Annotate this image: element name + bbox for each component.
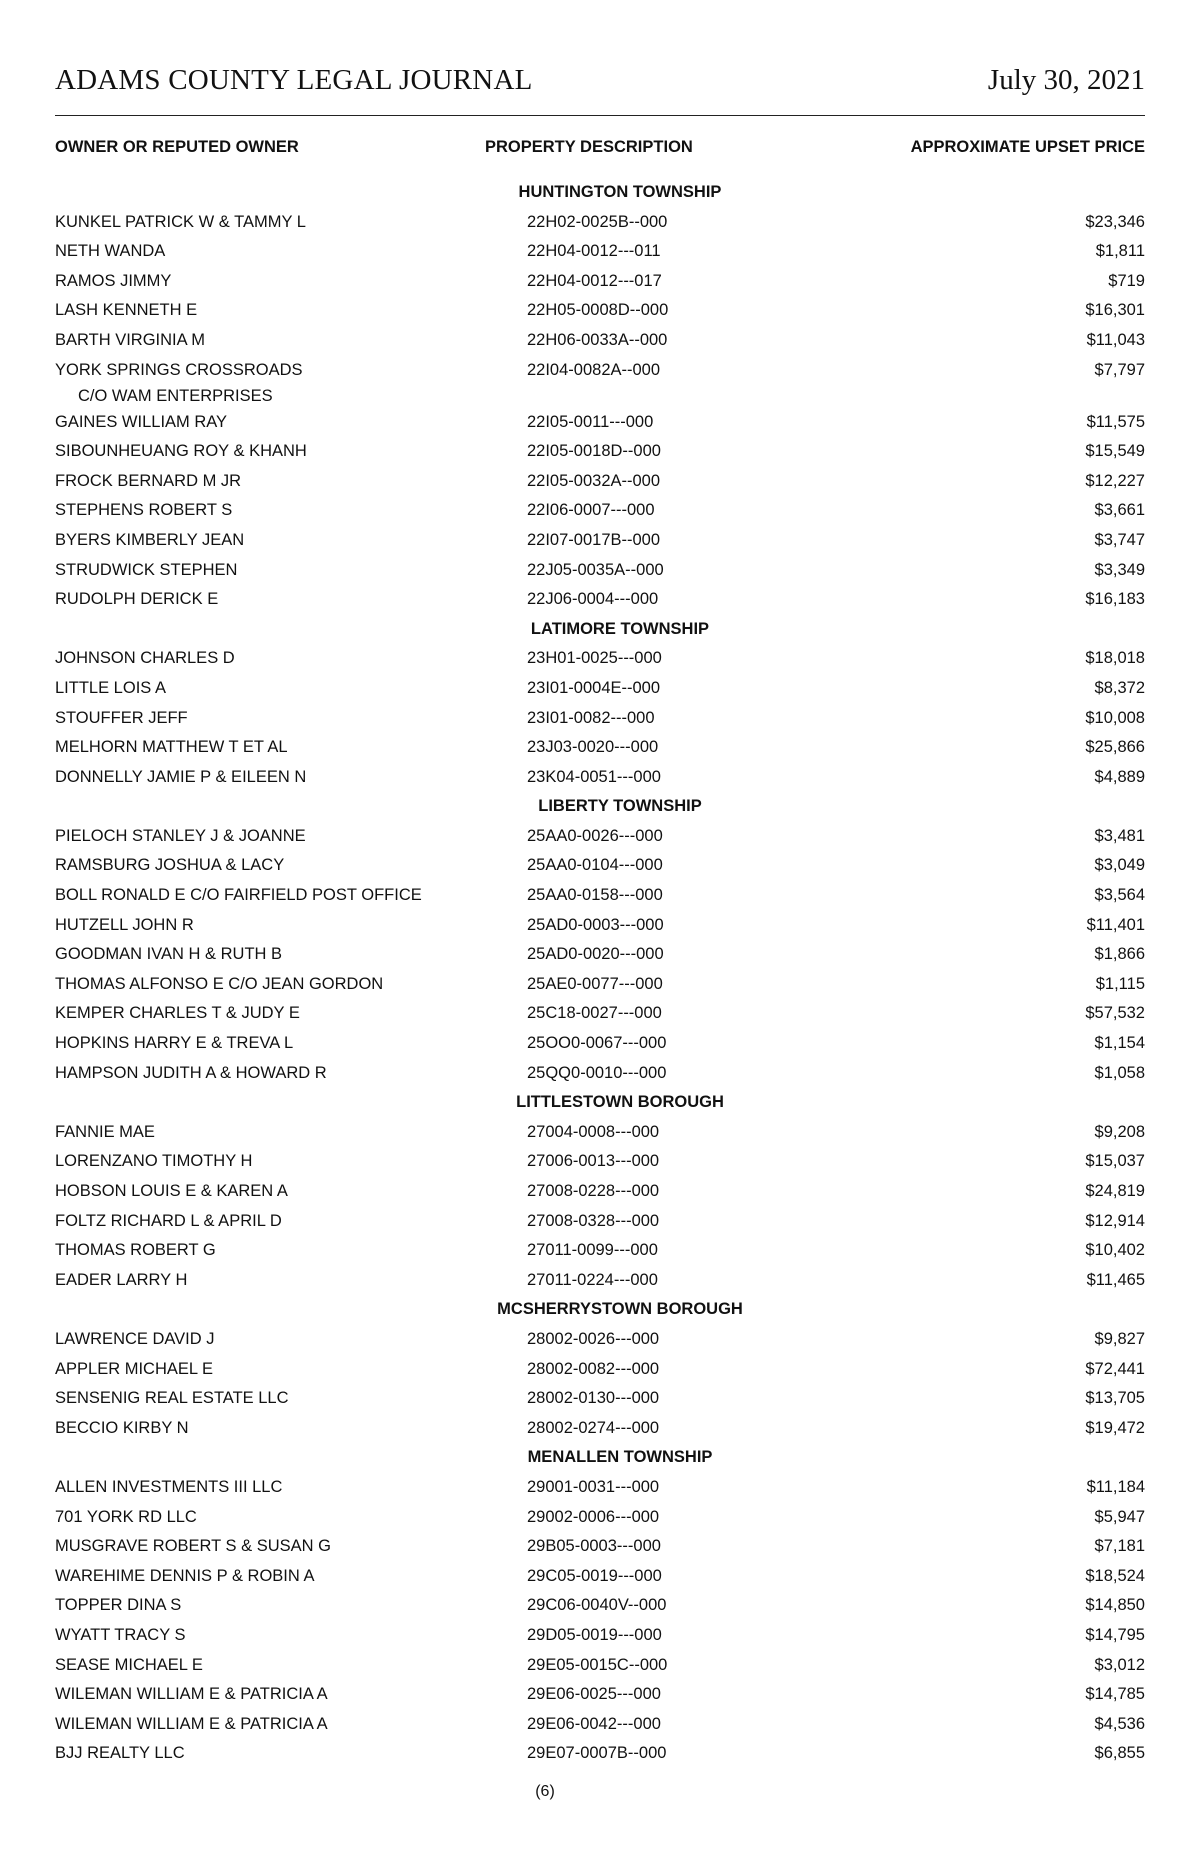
owner-name: THOMAS ALFONSO E C/O JEAN GORDON xyxy=(55,974,384,993)
table-row xyxy=(55,970,1145,1000)
owner-name: STRUDWICK STEPHEN xyxy=(55,560,238,579)
owner-name: WYATT TRACY S xyxy=(55,1625,186,1644)
table-row xyxy=(55,1651,1145,1681)
owner-cell xyxy=(55,970,383,1000)
parcel-number: 29E06-0025---000 xyxy=(527,1685,661,1704)
upset-price: $14,785 xyxy=(1085,1685,1145,1704)
owner-cell xyxy=(55,467,241,497)
upset-price: $3,564 xyxy=(1094,886,1145,905)
table-row xyxy=(55,881,1145,911)
owner-name: BARTH VIRGINIA M xyxy=(55,330,206,349)
owner-name: WILEMAN WILLIAM E & PATRICIA A xyxy=(55,1714,328,1733)
owner-cell xyxy=(55,1236,216,1266)
upset-price: $18,018 xyxy=(1085,649,1145,668)
parcel-number: 22H04-0012---017 xyxy=(527,271,662,290)
section-heading: MENALLEN TOWNSHIP xyxy=(527,1448,713,1467)
parcel-number: 29E05-0015C--000 xyxy=(527,1655,668,1674)
upset-price: $11,184 xyxy=(1086,1477,1145,1496)
parcel-number: 25QQ0-0010---000 xyxy=(527,1063,667,1082)
owner-name: BYERS KIMBERLY JEAN xyxy=(55,530,245,549)
parcel-number: 29E06-0042---000 xyxy=(527,1714,661,1733)
owner-cell xyxy=(55,1651,203,1681)
owner-cell xyxy=(55,674,166,704)
upset-price: $23,346 xyxy=(1085,212,1145,231)
upset-price: $13,705 xyxy=(1085,1389,1145,1408)
table-row xyxy=(55,704,1145,734)
owner-cell xyxy=(55,496,232,526)
owner-cell xyxy=(55,585,218,615)
table-row xyxy=(55,467,1145,497)
upset-price: $9,827 xyxy=(1094,1329,1145,1348)
column-headers xyxy=(55,138,1145,178)
parcel-number: 22H06-0033A--000 xyxy=(527,330,668,349)
upset-price: $19,472 xyxy=(1085,1418,1145,1437)
owner-cell xyxy=(55,1325,215,1355)
upset-price: $9,208 xyxy=(1094,1122,1145,1141)
upset-price: $11,043 xyxy=(1086,330,1145,349)
parcel-number: 23I01-0004E--000 xyxy=(527,678,661,697)
owner-name: GOODMAN IVAN H & RUTH B xyxy=(55,945,283,964)
owner-name: RAMSBURG JOSHUA & LACY xyxy=(55,856,285,875)
owner-cell xyxy=(55,1118,155,1148)
parcel-number: 22H05-0008D--000 xyxy=(527,301,669,320)
owner-name: HUTZELL JOHN R xyxy=(55,915,194,934)
parcel-number: 25AA0-0104---000 xyxy=(527,856,663,875)
parcel-number: 22H04-0012---011 xyxy=(527,242,661,261)
upset-price: $7,797 xyxy=(1094,360,1145,379)
owner-name: NETH WANDA xyxy=(55,242,166,261)
parcel-number: 28002-0026---000 xyxy=(527,1329,660,1348)
owner-cell xyxy=(55,267,171,297)
upset-price: $6,855 xyxy=(1094,1744,1145,1763)
upset-price: $5,947 xyxy=(1094,1507,1145,1526)
table-row xyxy=(55,556,1145,586)
table-row xyxy=(55,1473,1145,1503)
owner-name: PIELOCH STANLEY J & JOANNE xyxy=(55,826,306,845)
parcel-number: 29001-0031---000 xyxy=(527,1477,660,1496)
owner-name: FANNIE MAE xyxy=(55,1122,155,1141)
upset-price: $24,819 xyxy=(1085,1182,1145,1200)
upset-price: $719 xyxy=(1108,271,1145,290)
parcel-number: 29002-0006---000 xyxy=(527,1507,660,1526)
masthead xyxy=(55,0,1145,116)
owner-cell xyxy=(55,408,227,438)
table-row xyxy=(55,1177,1145,1207)
owner-name: 701 YORK RD LLC xyxy=(55,1507,197,1526)
owner-cell xyxy=(55,1503,197,1533)
owner-name: MUSGRAVE ROBERT S & SUSAN G xyxy=(55,1537,331,1556)
table-row xyxy=(55,496,1145,526)
owner-name: DONNELLY JAMIE P & EILEEN N xyxy=(55,767,307,786)
owner-cell xyxy=(55,1739,185,1769)
parcel-number: 27008-0328---000 xyxy=(527,1211,660,1230)
table-row xyxy=(55,1207,1145,1237)
owner-name: EADER LARRY H xyxy=(55,1270,188,1289)
upset-price: $15,549 xyxy=(1085,442,1145,461)
owner-cell xyxy=(55,763,306,793)
owner-name: ALLEN INVESTMENTS III LLC xyxy=(55,1477,283,1496)
upset-price: $11,401 xyxy=(1086,915,1145,934)
upset-price: $16,183 xyxy=(1085,590,1145,609)
upset-price: $1,058 xyxy=(1094,1063,1145,1082)
upset-price: $11,575 xyxy=(1086,412,1145,431)
owner-cell xyxy=(55,1147,252,1177)
parcel-number: 22I05-0032A--000 xyxy=(527,471,661,490)
owner-cell xyxy=(55,356,303,408)
property-column-header: PROPERTY DESCRIPTION xyxy=(485,138,693,156)
table-row xyxy=(55,237,1145,267)
parcel-number: 22J05-0035A--000 xyxy=(527,560,664,579)
owner-name: BOLL RONALD E C/O FAIRFIELD POST OFFICE xyxy=(55,886,422,905)
owner-column-header: OWNER OR REPUTED OWNER xyxy=(55,138,299,156)
parcel-number: 22I07-0017B--000 xyxy=(527,530,661,549)
parcel-number: 22H02-0025B--000 xyxy=(527,212,668,231)
table-row xyxy=(55,822,1145,852)
owner-cell xyxy=(55,237,165,267)
upset-price: $3,049 xyxy=(1094,856,1145,875)
sale-listing xyxy=(55,178,1145,1769)
parcel-number: 29D05-0019---000 xyxy=(527,1625,662,1644)
parcel-number: 23J03-0020---000 xyxy=(527,738,659,757)
upset-price: $1,115 xyxy=(1095,974,1145,993)
owner-name: KUNKEL PATRICK W & TAMMY L xyxy=(55,212,306,231)
parcel-number: 23H01-0025---000 xyxy=(527,649,662,668)
section-heading: MCSHERRYSTOWN BOROUGH xyxy=(497,1300,743,1319)
parcel-number: 28002-0082---000 xyxy=(527,1359,660,1378)
owner-name: LORENZANO TIMOTHY H xyxy=(55,1152,253,1171)
owner-cell xyxy=(55,1414,189,1444)
parcel-number: 25AD0-0003---000 xyxy=(527,915,664,934)
owner-cell xyxy=(55,822,306,852)
table-row xyxy=(55,1591,1145,1621)
owner-cell xyxy=(55,940,282,970)
owner-name: SENSENIG REAL ESTATE LLC xyxy=(55,1389,289,1408)
owner-name: BECCIO KIRBY N xyxy=(55,1418,189,1437)
owner-cell xyxy=(55,296,197,326)
upset-price: $8,372 xyxy=(1094,678,1145,697)
parcel-number: 22I05-0011---000 xyxy=(527,412,654,431)
owner-cell xyxy=(55,326,205,356)
table-row xyxy=(55,1029,1145,1059)
table-row xyxy=(55,437,1145,467)
owner-cell xyxy=(55,1266,187,1296)
owner-name: TOPPER DINA S xyxy=(55,1596,182,1615)
journal-title: ADAMS COUNTY LEGAL JOURNAL xyxy=(55,64,533,96)
upset-price: $72,441 xyxy=(1085,1359,1145,1378)
owner-cell xyxy=(55,733,288,763)
parcel-number: 22I05-0018D--000 xyxy=(527,442,661,461)
owner-name-continued: C/O WAM ENTERPRISES xyxy=(78,387,273,406)
owner-name: STEPHENS ROBERT S xyxy=(55,501,233,520)
parcel-number: 29C05-0019---000 xyxy=(527,1566,662,1585)
upset-price: $3,747 xyxy=(1094,530,1145,549)
upset-price: $4,536 xyxy=(1094,1714,1145,1733)
owner-name: HOBSON LOUIS E & KAREN A xyxy=(55,1182,288,1200)
owner-cell xyxy=(55,1591,181,1621)
upset-price: $10,008 xyxy=(1085,708,1145,727)
owner-cell xyxy=(55,1207,282,1237)
table-row xyxy=(55,1710,1145,1740)
owner-name: FOLTZ RICHARD L & APRIL D xyxy=(55,1211,282,1230)
owner-name: KEMPER CHARLES T & JUDY E xyxy=(55,1004,300,1023)
issue-date: July 30, 2021 xyxy=(987,64,1145,96)
table-row xyxy=(55,733,1145,763)
table-row xyxy=(55,763,1145,793)
table-row xyxy=(55,851,1145,881)
owner-cell xyxy=(55,437,307,467)
owner-cell xyxy=(55,881,422,911)
upset-price: $25,866 xyxy=(1085,738,1145,757)
upset-price: $7,181 xyxy=(1094,1537,1145,1556)
owner-cell xyxy=(55,851,284,881)
owner-name: LAWRENCE DAVID J xyxy=(55,1329,215,1348)
table-row xyxy=(55,644,1145,674)
owner-name: HAMPSON JUDITH A & HOWARD R xyxy=(55,1063,327,1082)
owner-cell xyxy=(55,1384,289,1414)
parcel-number: 28002-0274---000 xyxy=(527,1418,660,1437)
upset-price: $14,795 xyxy=(1085,1625,1145,1644)
upset-price: $12,914 xyxy=(1085,1211,1145,1230)
upset-price: $15,037 xyxy=(1085,1152,1145,1171)
owner-name: GAINES WILLIAM RAY xyxy=(55,412,228,431)
owner-cell xyxy=(55,1710,328,1740)
owner-cell xyxy=(55,1562,314,1592)
owner-name: WILEMAN WILLIAM E & PATRICIA A xyxy=(55,1685,328,1704)
table-row xyxy=(55,1325,1145,1355)
upset-price: $57,532 xyxy=(1085,1004,1145,1023)
table-row xyxy=(55,1621,1145,1651)
owner-cell xyxy=(55,1029,293,1059)
table-row xyxy=(55,940,1145,970)
owner-cell xyxy=(55,1680,328,1710)
journal-page xyxy=(55,0,1145,1769)
section-heading: HUNTINGTON TOWNSHIP xyxy=(518,183,722,201)
table-row xyxy=(55,208,1145,238)
owner-cell xyxy=(55,1532,331,1562)
page-number: (6) xyxy=(535,1783,555,1800)
owner-name: YORK SPRINGS CROSSROADS xyxy=(55,360,303,379)
owner-name: SIBOUNHEUANG ROY & KHANH xyxy=(55,442,307,461)
upset-price: $11,465 xyxy=(1086,1270,1145,1289)
parcel-number: 23I01-0082---000 xyxy=(527,708,655,727)
owner-name: RUDOLPH DERICK E xyxy=(55,590,219,609)
upset-price: $18,524 xyxy=(1085,1566,1145,1585)
parcel-number: 25AA0-0026---000 xyxy=(527,826,663,845)
parcel-number: 22I04-0082A--000 xyxy=(527,360,661,379)
owner-name: RAMOS JIMMY xyxy=(55,271,172,290)
owner-name: JOHNSON CHARLES D xyxy=(55,649,235,668)
table-row xyxy=(55,326,1145,356)
table-row xyxy=(55,1503,1145,1533)
table-row xyxy=(55,1414,1145,1444)
owner-cell xyxy=(55,556,237,586)
owner-cell xyxy=(55,1355,213,1385)
parcel-number: 29C06-0040V--000 xyxy=(527,1596,667,1615)
owner-name: APPLER MICHAEL E xyxy=(55,1359,214,1378)
owner-cell xyxy=(55,999,300,1029)
upset-price: $14,850 xyxy=(1085,1596,1145,1615)
owner-cell xyxy=(55,911,194,941)
upset-price: $10,402 xyxy=(1085,1241,1145,1260)
price-column-header: APPROXIMATE UPSET PRICE xyxy=(910,138,1145,156)
table-row xyxy=(55,1059,1145,1089)
owner-cell xyxy=(55,208,306,238)
table-row xyxy=(55,1266,1145,1296)
upset-price: $3,012 xyxy=(1094,1655,1145,1674)
upset-price: $1,154 xyxy=(1094,1034,1145,1053)
table-row xyxy=(55,267,1145,297)
table-row xyxy=(55,911,1145,941)
upset-price: $4,889 xyxy=(1094,767,1145,786)
table-row xyxy=(55,1236,1145,1266)
owner-name: HOPKINS HARRY E & TREVA L xyxy=(55,1034,294,1053)
owner-name: MELHORN MATTHEW T ET AL xyxy=(55,738,288,757)
table-row xyxy=(55,1118,1145,1148)
parcel-number: 25AD0-0020---000 xyxy=(527,945,664,964)
table-row xyxy=(55,526,1145,556)
parcel-number: 29B05-0003---000 xyxy=(527,1537,661,1556)
parcel-number: 25OO0-0067---000 xyxy=(527,1034,667,1053)
owner-cell xyxy=(55,644,235,674)
parcel-number: 29E07-0007B--000 xyxy=(527,1744,667,1763)
table-row xyxy=(55,1384,1145,1414)
owner-cell xyxy=(55,704,188,734)
parcel-number: 25AE0-0077---000 xyxy=(527,974,663,993)
upset-price: $1,866 xyxy=(1094,945,1145,964)
table-row xyxy=(55,1147,1145,1177)
owner-cell xyxy=(55,1621,186,1651)
owner-cell xyxy=(55,1059,327,1089)
upset-price: $1,811 xyxy=(1095,242,1145,261)
table-row xyxy=(55,1739,1145,1769)
parcel-number: 22J06-0004---000 xyxy=(527,590,659,609)
upset-price: $3,481 xyxy=(1094,826,1145,845)
owner-name: STOUFFER JEFF xyxy=(55,708,188,727)
owner-cell xyxy=(55,1177,288,1207)
owner-name: WAREHIME DENNIS P & ROBIN A xyxy=(55,1566,315,1585)
table-row xyxy=(55,356,1145,408)
parcel-number: 25C18-0027---000 xyxy=(527,1004,662,1023)
table-row xyxy=(55,999,1145,1029)
section-heading: LATIMORE TOWNSHIP xyxy=(530,619,710,638)
section-heading: LITTLESTOWN BOROUGH xyxy=(516,1093,724,1112)
parcel-number: 27006-0013---000 xyxy=(527,1152,660,1171)
upset-price: $12,227 xyxy=(1085,471,1145,490)
table-row xyxy=(55,1355,1145,1385)
owner-name: SEASE MICHAEL E xyxy=(55,1655,203,1674)
parcel-number: 22I06-0007---000 xyxy=(527,501,655,520)
table-row xyxy=(55,674,1145,704)
owner-name: BJJ REALTY LLC xyxy=(55,1744,185,1763)
parcel-number: 25AA0-0158---000 xyxy=(527,886,663,905)
owner-name: FROCK BERNARD M JR xyxy=(55,471,242,490)
table-row xyxy=(55,1562,1145,1592)
parcel-number: 27008-0228---000 xyxy=(527,1182,660,1200)
table-row xyxy=(55,296,1145,326)
owner-name: LASH KENNETH E xyxy=(55,301,198,320)
owner-name: THOMAS ROBERT G xyxy=(55,1241,216,1260)
upset-price: $3,349 xyxy=(1094,560,1145,579)
parcel-number: 27011-0224---000 xyxy=(527,1270,658,1289)
parcel-number: 27011-0099---000 xyxy=(527,1241,658,1260)
table-row xyxy=(55,1680,1145,1710)
parcel-number: 27004-0008---000 xyxy=(527,1122,660,1141)
parcel-number: 28002-0130---000 xyxy=(527,1389,660,1408)
table-row xyxy=(55,1532,1145,1562)
parcel-number: 23K04-0051---000 xyxy=(527,767,661,786)
owner-name: LITTLE LOIS A xyxy=(55,678,166,697)
upset-price: $3,661 xyxy=(1094,501,1145,520)
owner-cell xyxy=(55,526,244,556)
table-row xyxy=(55,408,1145,438)
table-row xyxy=(55,585,1145,615)
upset-price: $16,301 xyxy=(1085,301,1145,320)
owner-cell xyxy=(55,1473,282,1503)
section-heading: LIBERTY TOWNSHIP xyxy=(538,797,702,816)
